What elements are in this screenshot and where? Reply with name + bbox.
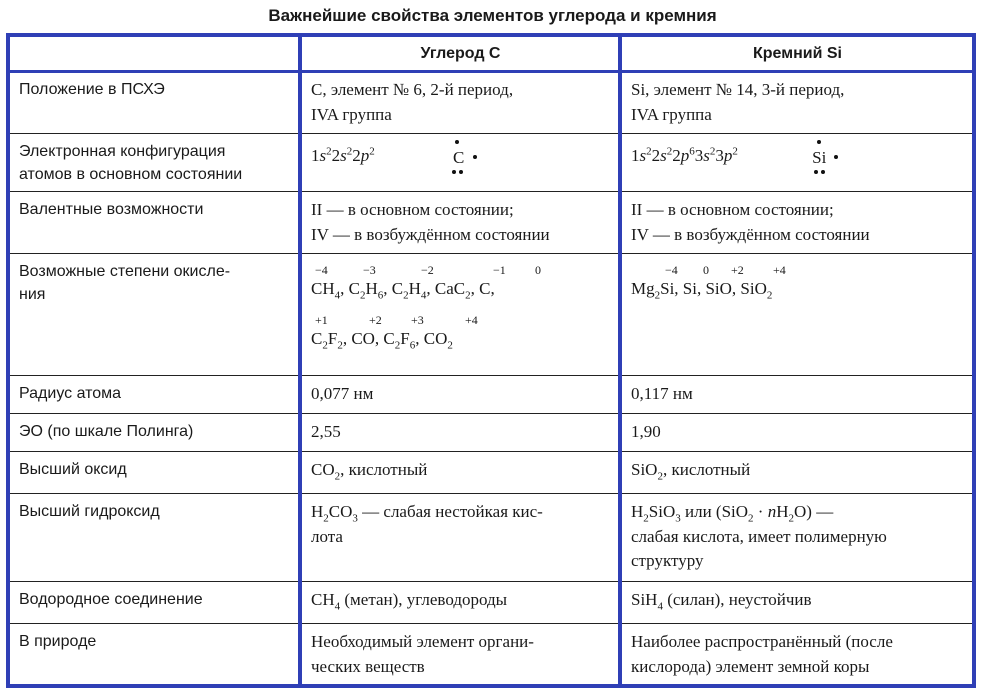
cell-silicon-radius: 0,117 нм bbox=[621, 376, 975, 414]
text: $H_2SiO_3$ или $(SiO_2 \cdot nH_2O)$ — bbox=[631, 502, 834, 525]
text: II — в основном состоянии; bbox=[631, 200, 834, 219]
lewis-dot-silicon bbox=[802, 140, 842, 174]
text: (силан), неустойчив bbox=[662, 590, 812, 609]
text: ческих веществ bbox=[311, 656, 425, 676]
text: O) — bbox=[794, 502, 834, 521]
cell-silicon-electronegativity: 1,90 bbox=[621, 414, 975, 452]
electron-dot bbox=[821, 170, 825, 174]
text: структуру bbox=[631, 551, 704, 571]
electron-dot bbox=[459, 170, 463, 174]
element-symbol: Si bbox=[812, 148, 827, 167]
text: II — в основном состоянии; bbox=[311, 200, 514, 219]
oxidation-state: +4 bbox=[465, 312, 478, 327]
label-position: Положение в ПСХЭ bbox=[9, 72, 301, 134]
text: слабая кислота, имеет полимерную bbox=[631, 526, 887, 546]
text: Электронная конфигурация bbox=[19, 143, 226, 160]
header-carbon: Углерод C bbox=[301, 36, 621, 72]
text: Необходимый элемент органи- bbox=[311, 632, 534, 651]
header-empty bbox=[9, 36, 301, 72]
cell-silicon-oxidation bbox=[621, 254, 975, 376]
text: лота bbox=[311, 526, 343, 546]
text: , кислотный bbox=[340, 460, 428, 479]
cell-silicon-valence bbox=[621, 192, 975, 254]
element-symbol: C bbox=[453, 148, 465, 167]
oxidation-states-row bbox=[315, 260, 610, 277]
label-valence: Валентные возможности bbox=[9, 192, 301, 254]
oxidation-state: −2 bbox=[421, 263, 434, 277]
formula-line: $C_2F_2$, CO, $C_2F_6$, $CO_2$ bbox=[311, 328, 453, 352]
electron-dot bbox=[455, 140, 459, 144]
cell-silicon-hydroxide bbox=[621, 494, 975, 582]
oxidation-states-row bbox=[315, 310, 610, 327]
electron-dot bbox=[814, 170, 818, 174]
electron-dot bbox=[834, 155, 838, 159]
text: атомов в основном состоянии bbox=[19, 166, 243, 184]
row-oxidation bbox=[9, 254, 975, 376]
oxidation-state: −1 bbox=[493, 263, 506, 277]
header-row bbox=[9, 36, 975, 72]
label-hydroxide: Высший гидроксид bbox=[9, 494, 301, 582]
row-valence bbox=[9, 192, 975, 254]
oxidation-state: +2 bbox=[731, 263, 744, 277]
lewis-dot-carbon bbox=[443, 140, 483, 174]
text: $H_2CO_3$ — слабая нестойкая кис- bbox=[311, 502, 543, 525]
cell-carbon-config bbox=[301, 134, 621, 192]
row-radius bbox=[9, 376, 975, 414]
cell-carbon-oxide: $CO_2$, кислотный bbox=[301, 452, 621, 494]
row-electronegativity bbox=[9, 414, 975, 452]
label-nature: В природе bbox=[9, 624, 301, 686]
row-hydride bbox=[9, 582, 975, 624]
label-electronegativity: ЭО (по шкале Полинга) bbox=[9, 414, 301, 452]
text: или (SiO bbox=[680, 502, 749, 521]
text: IVA группа bbox=[631, 104, 712, 124]
label-hydride: Водородное соединение bbox=[9, 582, 301, 624]
text: , кислотный bbox=[662, 460, 751, 479]
electron-dot bbox=[452, 170, 456, 174]
cell-silicon-oxide: SiO$_2$, кислотный bbox=[621, 452, 975, 494]
formula-line: $CH_4$, $C_2H_6$, $C_2H_4$, CaC$_2$, C, bbox=[311, 279, 495, 302]
row-oxide bbox=[9, 452, 975, 494]
text: IV — в возбуждённом состоянии bbox=[311, 224, 550, 244]
cell-carbon-hydroxide bbox=[301, 494, 621, 582]
oxidation-state: −3 bbox=[363, 263, 376, 277]
row-config bbox=[9, 134, 975, 192]
cell-carbon-electronegativity: 2,55 bbox=[301, 414, 621, 452]
cell-silicon-position bbox=[621, 72, 975, 134]
oxidation-state: +4 bbox=[773, 263, 786, 277]
cell-carbon-valence bbox=[301, 192, 621, 254]
text: ния bbox=[19, 286, 46, 304]
formula-line: $Mg_2Si$, Si, SiO, SiO$_2$ bbox=[631, 279, 773, 302]
cell-silicon-hydride: SiH$_4$ (силан), неустойчив bbox=[621, 582, 975, 624]
text: IV — в возбуждённом состоянии bbox=[631, 224, 870, 244]
oxidation-state: −4 bbox=[315, 263, 328, 277]
label-radius: Радиус атома bbox=[9, 376, 301, 414]
electron-dot bbox=[473, 155, 477, 159]
oxidation-state: 0 bbox=[703, 263, 709, 277]
header-silicon: Кремний Si bbox=[621, 36, 975, 72]
properties-table bbox=[8, 35, 975, 686]
label-config bbox=[9, 134, 301, 192]
oxidation-state: −4 bbox=[665, 263, 678, 277]
row-hydroxide bbox=[9, 494, 975, 582]
row-position bbox=[9, 72, 975, 134]
page-title: Важнейшие свойства элементов углерода и кремния bbox=[268, 6, 717, 25]
row-nature bbox=[9, 624, 975, 686]
oxidation-state: 0 bbox=[535, 263, 541, 277]
oxidation-state: +2 bbox=[369, 312, 382, 327]
cell-carbon-nature bbox=[301, 624, 621, 686]
text: Наиболее распространённый (после bbox=[631, 632, 893, 651]
text: Si, элемент № 14, 3-й период, bbox=[631, 80, 845, 99]
text: C, элемент № 6, 2-й период, bbox=[311, 80, 514, 99]
cell-carbon-radius: 0,077 нм bbox=[301, 376, 621, 414]
text: кислорода) элемент земной коры bbox=[631, 656, 870, 676]
cell-carbon-oxidation bbox=[301, 254, 621, 376]
cell-silicon-nature bbox=[621, 624, 975, 686]
label-oxide: Высший оксид bbox=[9, 452, 301, 494]
oxidation-state: +3 bbox=[411, 312, 424, 327]
formula: $1s^22s^22p^63s^23p^2$ bbox=[631, 145, 738, 165]
text: (метан), углеводороды bbox=[340, 590, 508, 609]
label-oxidation bbox=[9, 254, 301, 376]
text: IVA группа bbox=[311, 104, 392, 124]
text: — слабая нестойкая кис- bbox=[357, 502, 543, 521]
cell-silicon-config bbox=[621, 134, 975, 192]
oxidation-states-row bbox=[635, 260, 964, 277]
cell-carbon-position bbox=[301, 72, 621, 134]
oxidation-state: +1 bbox=[315, 312, 328, 327]
text: Возможные степени окисле- bbox=[19, 263, 231, 280]
cell-carbon-hydride: $CH_4$ (метан), углеводороды bbox=[301, 582, 621, 624]
formula: $1s^22s^22p^2$ bbox=[311, 145, 375, 165]
electron-dot bbox=[817, 140, 821, 144]
